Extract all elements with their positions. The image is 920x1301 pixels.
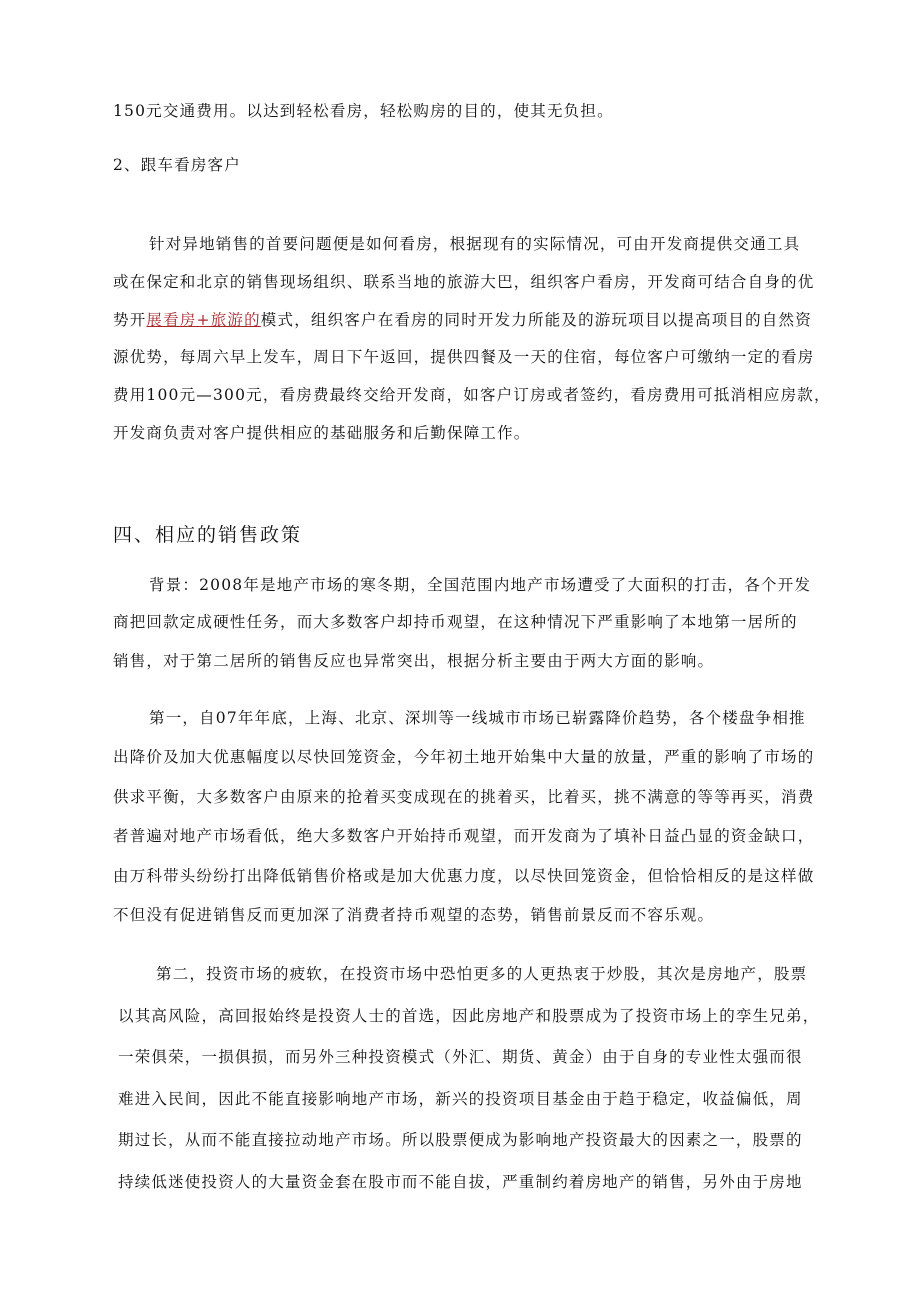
paragraph-line: 难进入民间，因此不能直接影响地产市场，新兴的投资项目基金由于趋于稳定，收益偏低，周 xyxy=(118,1090,803,1108)
highlighted-text: 展看房+旅游的 xyxy=(146,311,261,329)
paragraph-line: 或在保定和北京的销售现场组织、联系当地的旅游大巴，组织客户看房，开发商可结合自身的优 xyxy=(113,273,815,291)
paragraph-line: 由万科带头纷纷打出降低销售价格或是加大优惠力度，以尽快回笼资金，但恰恰相反的是这样做 xyxy=(113,867,815,885)
item-2-title: 2、跟车看房客户 xyxy=(113,156,241,174)
text-segment: 模式，组织客户在看房的同时开发力所能及的游玩项目以提高项目的自然资 xyxy=(260,311,812,329)
paragraph-line: 第一，自07年年底，上海、北京、深圳等一线城市市场已崭露降价趋势，各个楼盘争相推 xyxy=(149,709,806,727)
paragraph-line: 150元交通费用。以达到轻松看房，轻松购房的目的，使其无负担。 xyxy=(113,102,614,120)
paragraph-line: 背景：2008年是地产市场的寒冬期，全国范围内地产市场遭受了大面积的打击，各个开发 xyxy=(149,576,812,594)
paragraph-line: 一荣俱荣，一损俱损，而另外三种投资模式（外汇、期货、黄金）由于自身的专业性太强而很 xyxy=(118,1048,803,1066)
paragraph-line: 持续低迷使投资人的大量资金套在股市而不能自拔，严重制约着房地产的销售，另外由于房地 xyxy=(118,1173,803,1191)
paragraph-line xyxy=(113,310,812,330)
paragraph-line: 出降价及加大优惠幅度以尽快回笼资金，今年初土地开始集中大量的放量，严重的影响了市场的 xyxy=(113,748,815,766)
paragraph-line: 商把回款定成硬性任务，而大多数客户却持币观望，在这种情况下严重影响了本地第一居所的 xyxy=(113,613,798,631)
paragraph-line: 费用100元—300元，看房费最终交给开发商，如客户订房或者签约，看房费用可抵消相应房款， xyxy=(113,386,831,404)
section-4-heading: 四、相应的销售政策 xyxy=(113,524,303,546)
paragraph-line: 者普遍对地产市场看低，绝大多数客户开始持币观望，而开发商为了填补日益凸显的资金缺口， xyxy=(113,827,815,845)
paragraph-line: 不但没有促进销售反而更加深了消费者持币观望的态势，销售前景反而不容乐观。 xyxy=(113,906,715,924)
paragraph-line: 期过长，从而不能直接拉动地产市场。所以股票便成为影响地产投资最大的因素之一，股票的 xyxy=(118,1131,803,1149)
paragraph-line: 第二，投资市场的疲软，在投资市场中恐怕更多的人更热衷于炒股，其次是房地产，股票 xyxy=(156,965,808,983)
paragraph-line: 开发商负责对客户提供相应的基础服务和后勤保障工作。 xyxy=(113,424,531,442)
paragraph-line: 供求平衡，大多数客户由原来的抢着买变成现在的挑着买，比着买，挑不满意的等等再买，消费 xyxy=(113,788,815,806)
paragraph-line: 以其高风险，高回报始终是投资人士的首选，因此房地产和股票成为了投资市场上的孪生兄弟， xyxy=(118,1007,820,1025)
paragraph-line: 销售，对于第二居所的销售反应也异常突出，根据分析主要由于两大方面的影响。 xyxy=(113,652,715,670)
paragraph-line: 源优势，每周六早上发车，周日下午返回，提供四餐及一天的住宿，每位客户可缴纳一定的看房 xyxy=(113,348,815,366)
text-segment: 势开 xyxy=(113,311,147,329)
paragraph-line: 针对异地销售的首要问题便是如何看房，根据现有的实际情况，可由开发商提供交通工具 xyxy=(149,235,801,253)
